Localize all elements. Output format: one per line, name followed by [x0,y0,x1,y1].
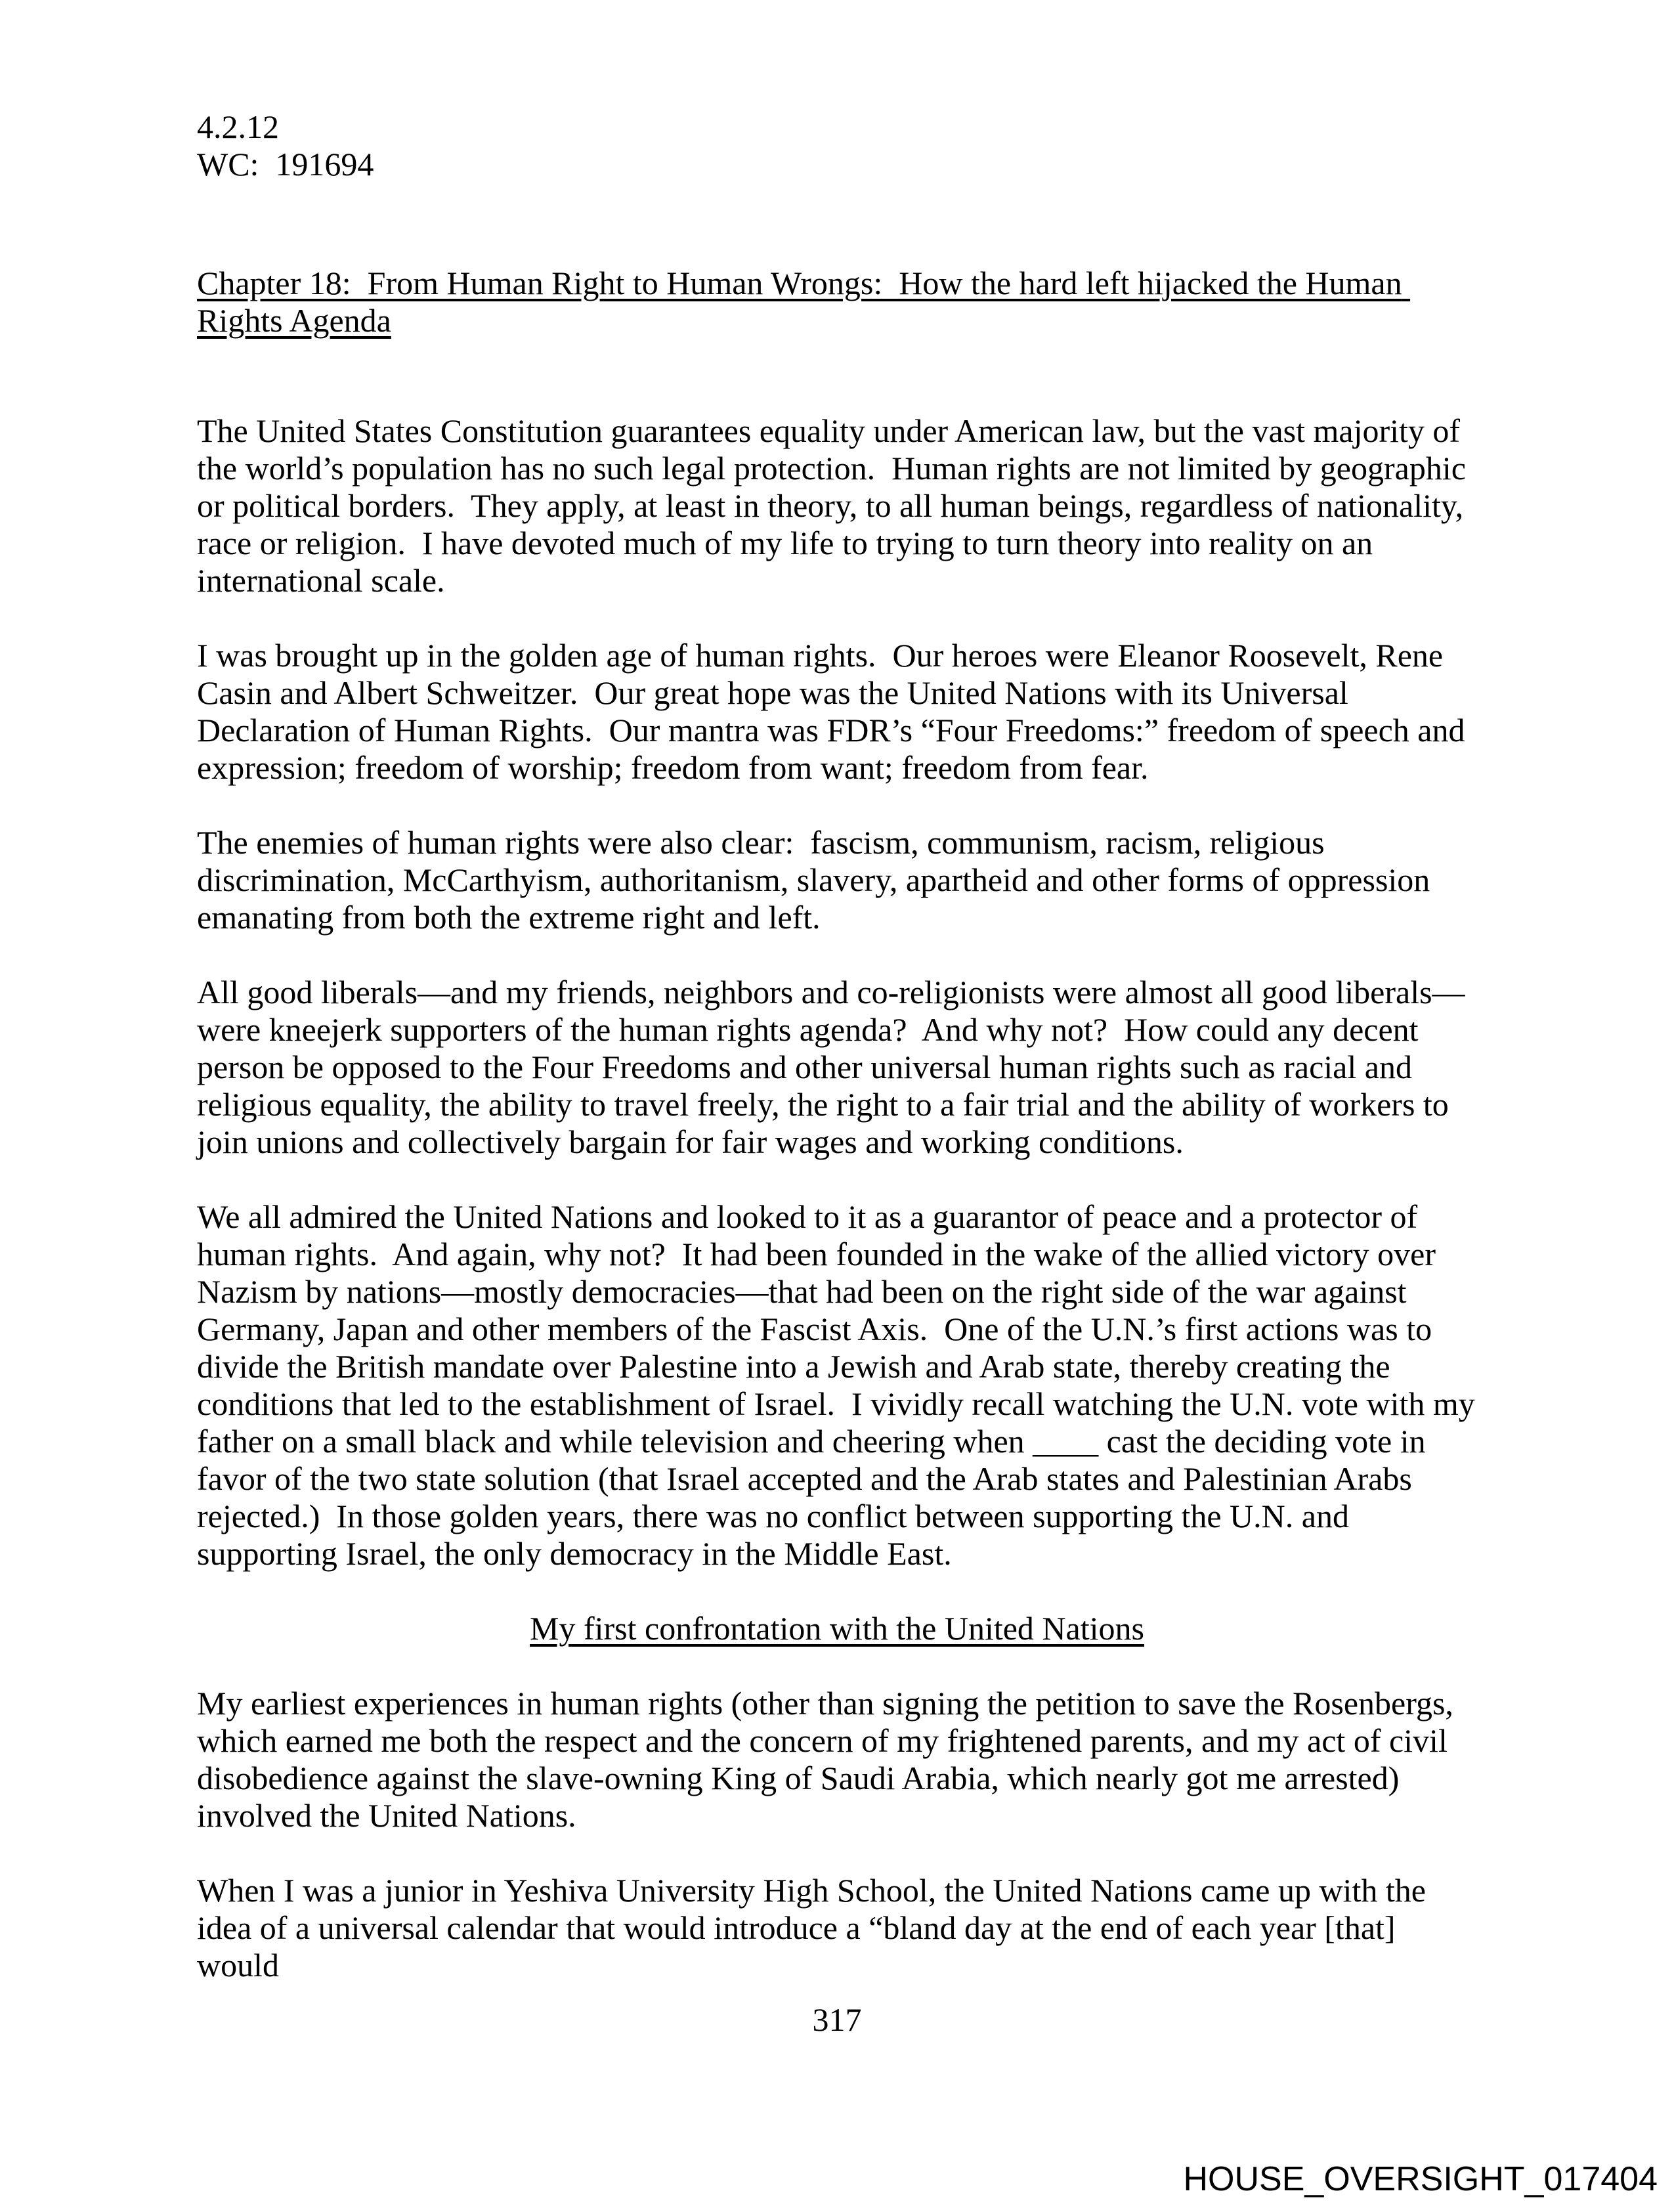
paragraph-earliest-experiences: My earliest experiences in human rights (other than signing the petition to save the Rosenbergs, which earned me both the respect and the concern of my frightened parents, and my act of civil disobedience against the slave-owning King of Saudi Arabia, which nearly got me arrested) involved the United Nations. [197,1685,1462,1834]
paragraph-yeshiva-junior: When I was a junior in Yeshiva University High School, the United Nations came up with the idea of a universal calendar that would introduce a “bland day at the end of each year [that] would [197,1872,1434,1984]
paragraph-united-nations: We all admired the United Nations and looked to it as a guarantor of peace and a protector of human rights. And again, why not? It had been founded in the wake of the allied victory over Nazism by nations—mostly democracies—that had been on the right side of the war against Germany, Japan and other members of the Fascist Axis. One of the U.N.’s first actions was to divide the British mandate over Palestine into a Jewish and Arab state, thereby creating the conditions that led to the establishment of Israel. I vividly recall watching the U.N. vote with my father on a small black and while television and cheering when ____ cast the deciding vote in favor of the two state solution (that Israel accepted and the Arab states and Palestinian Arabs rejected.) In those golden years, there was no conflict between supporting the U.N. and supporting Israel, the only democracy in the Middle East. [197,1198,1484,1572]
document-content [197,108,1484,2022]
section-heading-first-confrontation: My first confrontation with the United Nations [530,1610,1144,1647]
paragraph-enemies: The enemies of human rights were also clear: fascism, communism, racism, religious discrimination, McCarthyism, authoritanism, slavery, apartheid and other forms of oppression emanating from both the extreme right and left. [197,824,1438,936]
paragraph-good-liberals: All good liberals—and my friends, neighbors and co-religionists were almost all good liberals—were kneejerk supporters of the human rights agenda? And why not? How could any decent person be opposed to the Four Freedoms and other universal human rights such as racial and religious equality, the ability to travel freely, the right to a fair trial and the ability of workers to join unions and collectively bargain for fair wages and working conditions. [197,974,1465,1160]
page-number: 317 [812,2001,862,2038]
word-count: WC: 191694 [197,146,374,183]
paragraph-constitution: The United States Constitution guarantees equality under American law, but the vast majority of the world’s population has no such legal protection. Human rights are not limited by geographic or political borders. They apply, at least in theory, to all human beings, regardless of nationality, race or religion. I have devoted much of my life to trying to turn theory into reality on an international scale. [197,412,1474,599]
header-meta-block [197,108,1477,183]
chapter-heading: Chapter 18: From Human Right to Human Wrongs: How the hard left hijacked the Human Rights Agenda [197,265,1411,339]
draft-date: 4.2.12 [197,108,279,145]
bates-stamp: HOUSE_OVERSIGHT_017404 [1183,2160,1658,2198]
paragraph-golden-age: I was brought up in the golden age of human rights. Our heroes were Eleanor Roosevelt, Rene Casin and Albert Schweitzer. Our great hope was the United Nations with its Universal Declaration of Human Rights. Our mantra was FDR’s “Four Freedoms:” freedom of speech and expression; freedom of worship; freedom from want; freedom from fear. [197,637,1473,786]
